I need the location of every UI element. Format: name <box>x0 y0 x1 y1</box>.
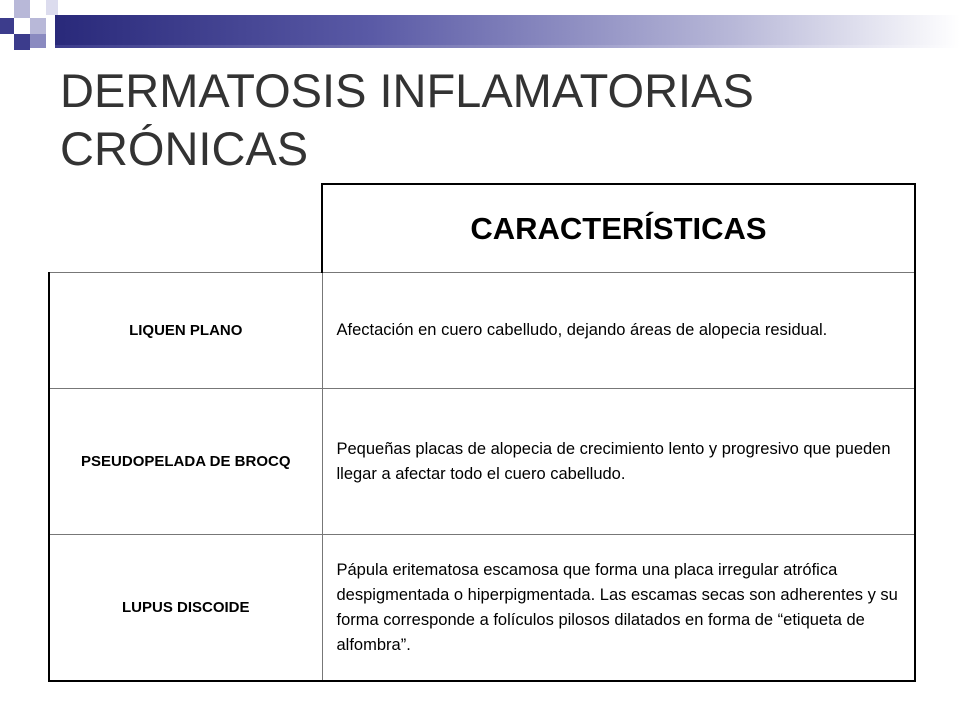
row-name-cell: LUPUS DISCOIDE <box>49 535 322 682</box>
characteristics-table <box>48 183 916 682</box>
slide-title <box>60 62 920 178</box>
row-description-cell: Afectación en cuero cabelludo, dejando áreas de alopecia residual. <box>322 273 915 389</box>
header-gradient-underline <box>55 45 960 48</box>
row-name-cell: PSEUDOPELADA DE BROCQ <box>49 389 322 535</box>
square-dark-2 <box>14 34 30 50</box>
table-header-row <box>49 184 915 273</box>
header-cell: CARACTERÍSTICAS <box>322 184 915 273</box>
square-light-3 <box>30 34 46 48</box>
square-light-2 <box>30 18 46 34</box>
square-white-1 <box>46 0 58 15</box>
row-description-cell: Pápula eritematosa escamosa que forma una placa irregular atrófica despigmentada o hiperpigmentada. Las escamas secas son adherentes y su forma corresponde a folículos pilosos dilatados en forma de “etiqueta de alfombra”. <box>322 535 915 682</box>
table-row <box>49 389 915 535</box>
table-row <box>49 273 915 389</box>
square-dark-1 <box>0 18 14 34</box>
row-description-cell: Pequeñas placas de alopecia de crecimiento lento y progresivo que pueden llegar a afectar todo el cuero cabelludo. <box>322 389 915 535</box>
table-row <box>49 535 915 682</box>
title-line-2: CRÓNICAS <box>60 122 309 175</box>
header-empty-cell <box>49 184 322 273</box>
header-gradient-bar <box>55 15 960 45</box>
row-name-cell: LIQUEN PLANO <box>49 273 322 389</box>
title-line-1: DERMATOSIS INFLAMATORIAS <box>60 64 754 117</box>
square-light-1 <box>14 0 30 18</box>
